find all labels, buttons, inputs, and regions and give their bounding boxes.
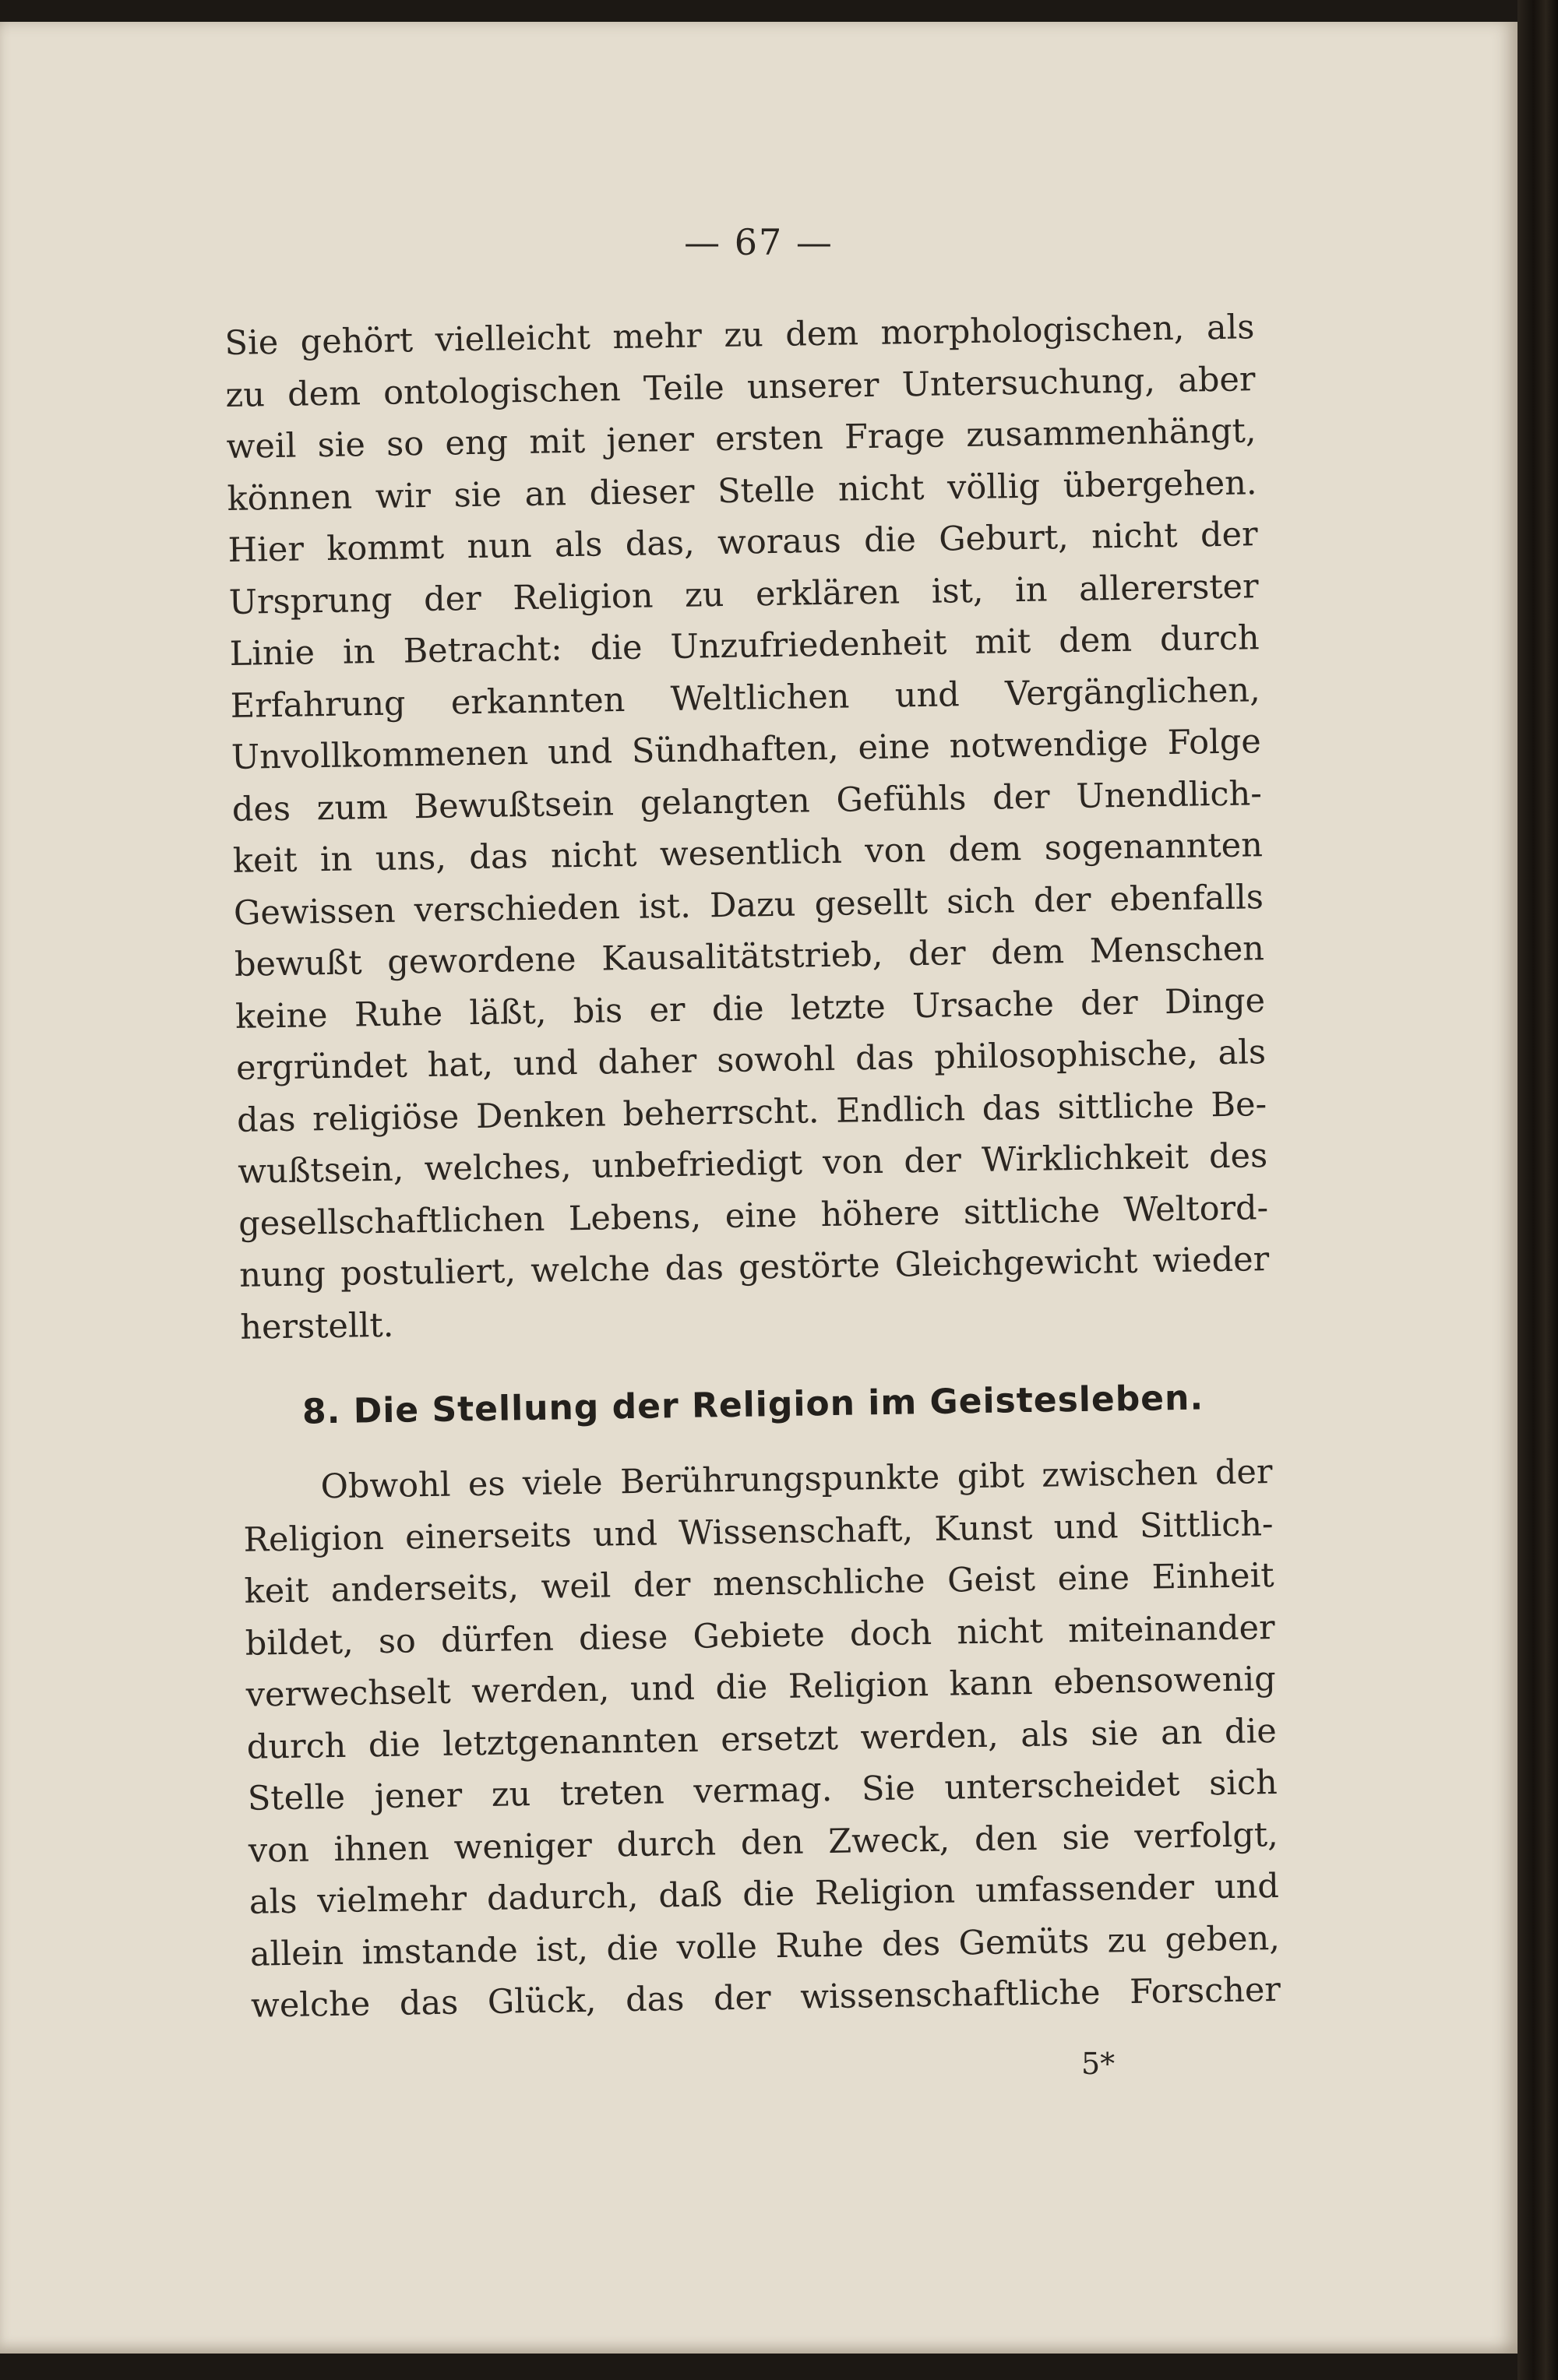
text-line: wußtsein, welches, unbefriedigt von der Wirklichkeit des <box>237 1136 1268 1192</box>
text-line: Obwohl es viele Berührungspunkte gibt zwischen der <box>320 1452 1273 1507</box>
text-line: weil sie so eng mit jener ersten Frage zusammenhängt, <box>226 411 1257 466</box>
text-line: gesellschaftlichen Lebens, eine höhere sittliche Weltord- <box>238 1188 1269 1244</box>
text-line: bildet, so dürfen diese Gebiete doch nicht miteinander <box>245 1607 1275 1664</box>
paragraph-2 <box>242 1446 1281 2032</box>
book-spine-edge <box>1517 0 1558 2380</box>
text-line: Erfahrung erkannten Weltlichen und Vergänglichen, <box>230 670 1261 726</box>
text-line: keit anderseits, weil der menschliche Geist eine Einheit <box>244 1556 1274 1611</box>
text-line: welche das Glück, das der wissenschaftliche Forscher <box>250 1970 1281 2026</box>
text-line: können wir sie an dieser Stelle nicht völlig übergehen. <box>227 463 1257 519</box>
text-line: Sie gehört vielleicht mehr zu dem morphologischen, als <box>224 308 1255 363</box>
text-line: Unvollkommenen und Sündhaften, eine notwendige Folge <box>231 722 1262 777</box>
text-line: Gewissen verschieden ist. Dazu gesellt sich der ebenfalls <box>233 877 1264 933</box>
text-line: keine Ruhe läßt, bis er die letzte Ursache der Dinge <box>234 981 1266 1037</box>
text-line: Linie in Betracht: die Unzufriedenheit mit dem durch <box>229 618 1260 674</box>
text-line: Ursprung der Religion zu erklären ist, in allererster <box>228 566 1259 622</box>
text-line: das religiöse Denken beherrscht. Endlich das sittliche Be- <box>236 1084 1267 1140</box>
text-line: Religion einerseits und Wissenschaft, Kunst und Sittlich- <box>243 1504 1274 1560</box>
page-number: — 67 — <box>684 221 834 263</box>
text-line: bewußt gewordene Kausalitätstrieb, der dem Menschen <box>234 929 1265 984</box>
text-line: keit in uns, das nicht wesentlich von dem sogenannten <box>232 826 1264 881</box>
text-line: Stelle jener zu treten vermag. Sie unterscheidet sich <box>247 1763 1278 1818</box>
text-line: zu dem ontologischen Teile unserer Untersuchung, aber <box>225 359 1256 415</box>
text-line: Hier kommt nun als das, woraus die Geburt, nicht der <box>227 515 1258 570</box>
text-line: von ihnen weniger durch den Zweck, den sie verfolgt, <box>248 1815 1279 1871</box>
text-line: ergründet hat, und daher sowohl das philosophische, als <box>235 1033 1267 1088</box>
section-heading: 8. Die Stellung der Religion im Geistesleben. <box>301 1378 1204 1432</box>
text-line: allein imstande ist, die volle Ruhe des Gemüts zu geben, <box>249 1918 1281 1974</box>
body-text <box>224 301 1281 2032</box>
text-line: als vielmehr dadurch, daß die Religion umfassender und <box>249 1866 1280 1922</box>
text-line: des zum Bewußtsein gelangten Gefühls der Unendlich- <box>231 773 1263 829</box>
book-page <box>0 22 1517 2354</box>
signature-mark: 5* <box>1081 2047 1116 2081</box>
text-line: herstellt. <box>239 1305 394 1347</box>
text-line: nung postuliert, welche das gestörte Gleichgewicht wieder <box>238 1240 1270 1295</box>
paragraph-1 <box>224 301 1271 1354</box>
text-line: durch die letztgenannten ersetzt werden, als sie an die <box>246 1711 1278 1767</box>
text-line: verwechselt werden, und die Religion kann ebensowenig <box>245 1660 1277 1715</box>
